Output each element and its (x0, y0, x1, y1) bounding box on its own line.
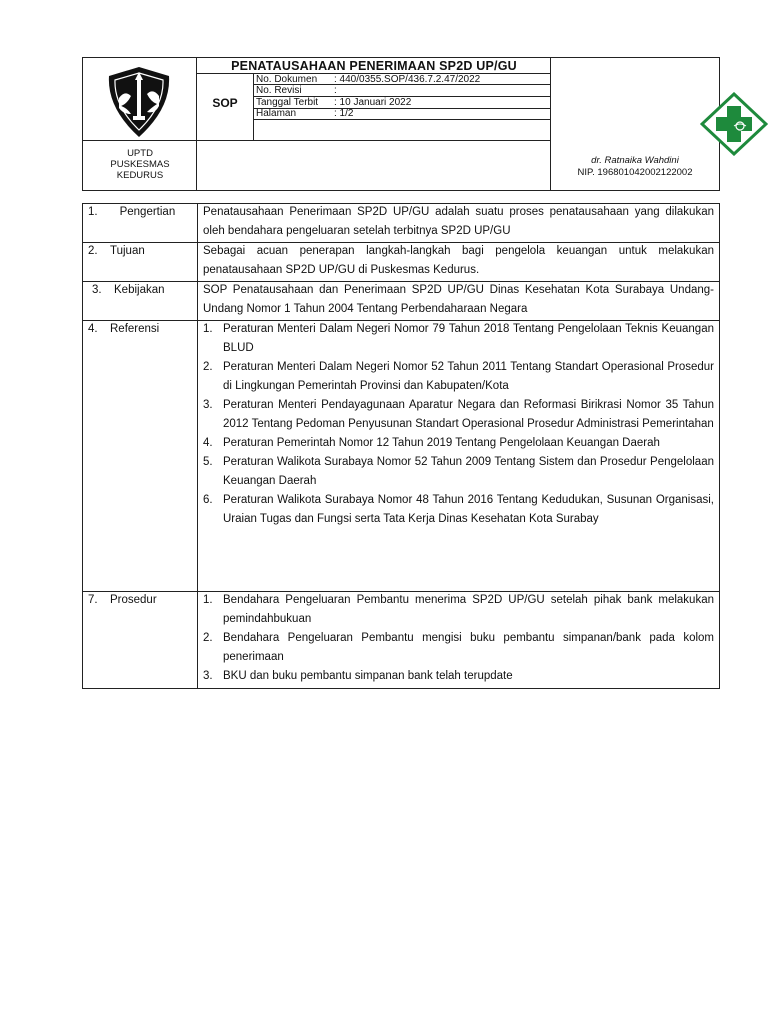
meta-halaman (256, 108, 353, 119)
unit-line: KEDURUS (116, 170, 164, 181)
meta-line-4 (253, 119, 551, 120)
section-title: Prosedur (110, 594, 157, 606)
section-text-pengertian: Penatausahaan Penerimaan SP2D UP/GU adalah suatu proses penatausahaan yang dilakukan oleh bendahara pengeluaran setelah terbitnya SP2D UP/GU (203, 206, 714, 237)
prosedur-list (203, 591, 714, 686)
sop-label: SOP (212, 96, 238, 110)
unit-line: PUSKESMAS (110, 159, 170, 170)
meta-label: Tanggal Terbit (256, 97, 319, 108)
surabaya-city-seal-icon (101, 64, 177, 140)
table-column-divider (197, 203, 198, 689)
section-number: 3. (92, 284, 102, 296)
referensi-list (203, 320, 714, 529)
meta-label: No. Dokumen (256, 74, 318, 85)
section-label-prosedur (88, 594, 157, 606)
meta-value: : 1/2 (334, 108, 354, 119)
header-divider-left (196, 57, 197, 191)
list-item: 1. Bendahara Pengeluaran Pembantu menerima SP2D UP/GU setelah pihak bank melakukan pemindahbukuan (203, 594, 714, 625)
list-item-text: Peraturan Walikota Surabaya Nomor 48 Tahun 2016 Tentang Kedudukan, Susunan Organisasi, Uraian Tugas dan Fungsi serta Tata Kerja Dinas Kesehatan Kota Surabay (223, 494, 714, 525)
section-label-pengertian (88, 206, 175, 218)
list-item-text: BKU dan buku pembantu simpanan bank telah terupdate (223, 670, 513, 682)
meta-value: : 440/0355.SOP/436.7.2.47/2022 (334, 74, 481, 85)
signer-name: dr. Ratnaika Wahdini (591, 155, 679, 166)
list-item: 3. BKU dan buku pembantu simpanan bank telah terupdate (203, 670, 513, 682)
unit-line: UPTD (127, 148, 153, 159)
list-item-text: Peraturan Walikota Surabaya Nomor 52 Tahun 2009 Tentang Sistem dan Prosedur Pengelolaan Keuangan Daerah (223, 456, 714, 487)
section-title: Tujuan (110, 245, 145, 257)
section-label-tujuan (88, 245, 145, 257)
section-number: 7. (88, 594, 98, 606)
list-item-text: Peraturan Menteri Dalam Negeri Nomor 52 Tahun 2011 Tentang Standart Operasional Prosedur di Lingkungan Pemerintah Provinsi dan Kabupaten/Kota (223, 361, 714, 392)
meta-no-revisi (256, 85, 337, 96)
meta-label: Halaman (256, 108, 297, 119)
section-title: Pengertian (119, 206, 176, 218)
list-item-text: Peraturan Menteri Dalam Negeri Nomor 79 Tahun 2018 Tentang Pengelolaan Teknis Keuangan BLUD (223, 323, 714, 354)
list-item: 3. Peraturan Menteri Pendayagunaan Aparatur Negara dan Reformasi Birikrasi Nomor 35 Tahun 2012 Tentang Pedoman Penyusunan Standart Operasional Prosedur Administrasi Pemerintahan (203, 399, 714, 430)
meta-no-dokumen (256, 74, 480, 85)
section-number: 2. (88, 245, 98, 257)
header-middle-line (82, 140, 551, 141)
document-title: PENATAUSAHAAN PENERIMAAN SP2D UP/GU (231, 59, 517, 73)
list-item: 1. Peraturan Menteri Dalam Negeri Nomor 79 Tahun 2018 Tentang Pengelolaan Teknis Keuangan BLUD (203, 323, 714, 354)
meta-value: : (334, 85, 337, 96)
section-label-kebijakan (92, 284, 165, 296)
list-item: 2. Peraturan Menteri Dalam Negeri Nomor 52 Tahun 2011 Tentang Standart Operasional Prosedur di Lingkungan Pemerintah Provinsi dan Kabupaten/Kota (203, 361, 714, 392)
section-text-kebijakan: SOP Penatausahaan dan Penerimaan SP2D UP/GU Dinas Kesehatan Kota Surabaya Undang-Undang Nomor 1 Tahun 2004 Tentang Perbendaharaan Negara (203, 284, 714, 315)
header-divider-right (550, 57, 551, 191)
meta-label: No. Revisi (256, 85, 302, 96)
meta-tanggal-terbit (256, 97, 411, 108)
list-item-text: Bendahara Pengeluaran Pembantu mengisi buku pembantu simpanan/bank pada kolom penerimaan (223, 632, 714, 663)
section-text-tujuan: Sebagai acuan penerapan langkah-langkah bagi pengelola keuangan untuk melakukan penatausahaan SP2D UP/GU di Puskesmas Kedurus. (203, 245, 714, 276)
section-number: 1. (88, 206, 98, 218)
list-item: 6. Peraturan Walikota Surabaya Nomor 48 Tahun 2016 Tentang Kedudukan, Susunan Organisasi, Uraian Tugas dan Fungsi serta Tata Kerja Dinas Kesehatan Kota Surabay (203, 494, 714, 525)
puskesmas-cross-icon (700, 92, 768, 156)
signer-nip: NIP. 196801042002122002 (577, 167, 693, 178)
list-item: 4. Peraturan Pemerintah Nomor 12 Tahun 2019 Tentang Pengelolaan Keuangan Daerah (203, 437, 660, 449)
list-item-text: Bendahara Pengeluaran Pembantu menerima SP2D UP/GU setelah pihak bank melakukan pemindahbukuan (223, 594, 714, 625)
unit-name (84, 148, 196, 181)
meta-value: : 10 Januari 2022 (334, 97, 412, 108)
section-number: 4. (88, 323, 98, 335)
signature-block (552, 155, 718, 179)
section-label-referensi (88, 323, 159, 335)
list-item: 2. Bendahara Pengeluaran Pembantu mengisi buku pembantu simpanan/bank pada kolom penerimaan (203, 632, 714, 663)
list-item-text: Peraturan Pemerintah Nomor 12 Tahun 2019 Tentang Pengelolaan Keuangan Daerah (223, 437, 660, 449)
list-item-text: Peraturan Menteri Pendayagunaan Aparatur Negara dan Reformasi Birikrasi Nomor 35 Tahun 2012 Tentang Pedoman Penyusunan Standart Operasional Prosedur Administrasi Pemerintahan (223, 399, 714, 430)
list-item: 5. Peraturan Walikota Surabaya Nomor 52 Tahun 2009 Tentang Sistem dan Prosedur Pengelolaan Keuangan Daerah (203, 456, 714, 487)
section-title: Kebijakan (114, 284, 165, 296)
section-title: Referensi (110, 323, 160, 335)
